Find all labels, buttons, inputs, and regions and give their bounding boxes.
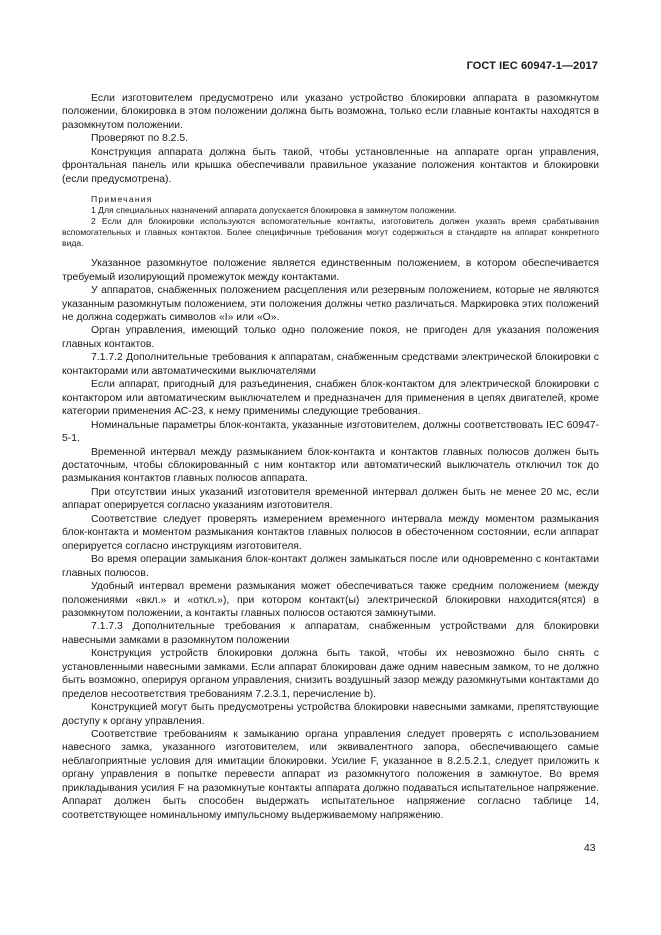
paragraph: Соответствие следует проверять измерением временного интервала между моментом размыкания блок-контакта и моментом размыкания контактов главных полюсов в обесточенном состоянии, если аппарат оперируется согласно инструкциям изготовителя. (62, 513, 599, 552)
paragraph: Указанное разомкнутое положение является единственным положением, в котором обеспечивается требуемый изолирующий промежуток между контактами. (62, 258, 599, 283)
document-body (62, 92, 599, 822)
section-heading-7-1-7-3: 7.1.7.3 Дополнительные требования к аппаратам, снабженным устройствами для блокировки навесными замками в разомкнутом положении (62, 621, 599, 646)
paragraph-position-indication: Конструкция аппарата должна быть такой, чтобы установленные на аппарате орган управления, фронтальная панель или крышка обеспечивали правильное указание положения контактов и блокировки (если предусмотрена). (62, 146, 599, 185)
paragraph: Временной интервал между размыканием блок-контакта и контактов главных полюсов должен быть достаточным, чтобы сблокированный с ним контактор или автоматический выключатель отключил ток до размыкания контактов главных полюсов аппарата. (62, 446, 599, 485)
paragraph: Удобный интервал времени размыкания может обеспечиваться также средним положением (между положениями «вкл.» и «откл.»), при котором контакт(ы) электрической блокировки находится(ятся) в разомкнутом положении, а контакты главных полюсов остаются замкнутыми. (62, 581, 599, 619)
paragraph: При отсутствии иных указаний изготовителя временной интервал должен быть не менее 20 мс, если аппарат оперируется согласно указаниям изготовителя. (62, 486, 599, 512)
paragraph: Если аппарат, пригодный для разъединения, снабжен блок-контактом для электрической блокировки с контактором или автоматическим выключателем и предназначен для применения в цепях двигателей, кроме категории применения АС-23, к нему применимы следующие требования. (62, 379, 599, 418)
paragraph-lock-open-position: Если изготовителем предусмотрено или указано устройство блокировки аппарата в разомкнутом положении, блокировка в этом положении должна быть возможна, только если главные контакты находятся в разомкнутом положении. (62, 93, 599, 131)
paragraph: Конструкция устройств блокировки должна быть такой, чтобы их невозможно было снять с установленными навесными замками. Если аппарат блокирован даже одним навесным замком, то не должно быть возможно, оперируя органом управления, снизить воздушный зазор между разомкнутыми контактами до пределов несоответствия требованиям 7.2.3.1, перечисление b). (62, 648, 599, 700)
notes-title: Примечания (91, 194, 153, 205)
paragraph: Номинальные параметры блок-контакта, указанные изготовителем, должны соответствовать IEC 60947-5-1. (62, 419, 599, 445)
notes-block (62, 194, 599, 249)
paragraph: У аппаратов, снабженных положением расцепления или резервным положением, которые не являются указанным разомкнутым положением, эти положения должны четко различаться. Маркировка этих положений не должна содержать символов «I» или «O». (62, 285, 599, 323)
note-item-2: 2 Если для блокировки используются вспомогательные контакты, изготовитель должен указать время срабатывания вспомогательных и главных контактов. Более специфичные требования могут содержаться в стандарте на аппарат конкретного вида. (62, 216, 599, 249)
paragraph: Конструкцией могут быть предусмотрены устройства блокировки навесными замками, препятствующие доступу к органу управления. (62, 702, 599, 727)
section-heading-7-1-7-2: 7.1.7.2 Дополнительные требования к аппаратам, снабженным средствами электрической блокировки с контакторами или автоматическими выключателями (62, 352, 599, 377)
paragraph: Соответствие требованиям к замыканию органа управления следует проверять с использованием навесного замка, указанного изготовителем, или эквивалентного запора, обеспечивающего самые неблагоприятные условия для имитации блокировки. Усилие F, указанное в 8.2.5.2.1, следует приложить к органу управления в попытке перевести аппарат из разомкнутого положения в замкнутое. Во время прикладывания усилия F на разомкнутые контакты аппарата должно подаваться испытательное напряжение. Аппарат должен быть способен выдержать испытательное напряжение согласно таблице 14, соответствующее номинальному импульсному выдерживаемому напряжению. (62, 729, 599, 821)
paragraph-check-ref: Проверяют по 8.2.5. (91, 133, 188, 145)
paragraph: Орган управления, имеющий только одно положение покоя, не пригоден для указания положения главных контактов. (62, 325, 599, 350)
note-item-1: 1 Для специальных назначений аппарата допускается блокировка в замкнутом положении. (91, 205, 457, 216)
page-number: 43 (584, 843, 596, 854)
running-header: ГОСТ IEC 60947-1—2017 (466, 60, 598, 72)
paragraph: Во время операции замыкания блок-контакт должен замыкаться после или одновременно с контактами главных полюсов. (62, 554, 599, 579)
